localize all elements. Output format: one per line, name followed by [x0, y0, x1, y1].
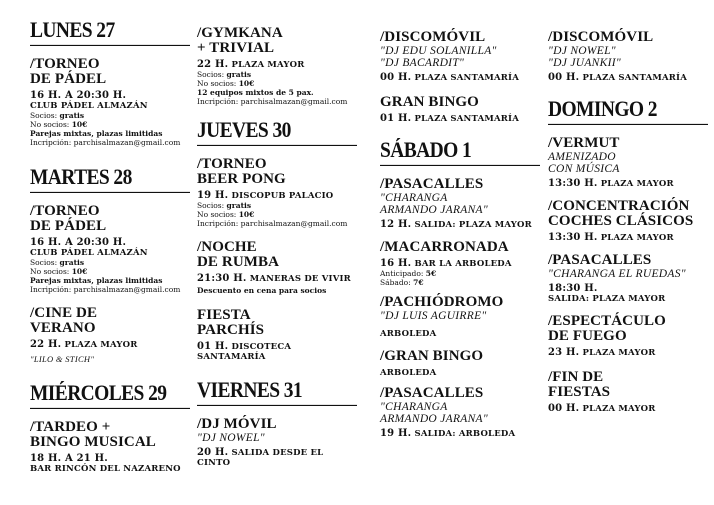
- event-title: /NOCHE DE RUMBA: [197, 239, 280, 270]
- event-title: /TORNEO DE PÁDEL: [30, 56, 107, 87]
- event: [548, 253, 708, 304]
- event: [548, 370, 708, 414]
- event-title: /TORNEO DE PÁDEL: [30, 203, 107, 234]
- event-time-place: 19 H. SALIDA: ARBOLEDA: [380, 428, 516, 439]
- event-time-place: 23 H. PLAZA MAYOR: [548, 347, 656, 358]
- event-subtitle: "DJ NOWEL" "DJ JUANKII": [548, 45, 621, 69]
- event: [197, 308, 357, 362]
- day-heading: JUEVES 30: [197, 119, 357, 146]
- event-time-place: 20 H. SALIDA DESDE EL CINTO: [197, 447, 324, 468]
- event-time-place: 00 H. PLAZA SANTAMARÍA: [548, 72, 688, 83]
- event-time-place: 18 H. A 21 H. BAR RINCÓN DEL NAZARENO: [30, 453, 181, 474]
- event-subtitle: AMENIZADO CON MÚSICA: [548, 151, 620, 175]
- event-title: /MACARRONADA: [380, 239, 509, 255]
- event-time-place: 19 H. DISCOPUB PALACIO: [197, 190, 334, 201]
- event-subtitle: "DJ EDU SOLANILLA" "DJ BACARDIT": [380, 45, 497, 69]
- event-title: /TORNEO BEER PONG: [197, 156, 286, 187]
- column-1: [30, 19, 190, 474]
- day-heading: LUNES 27: [30, 19, 190, 46]
- event: [30, 306, 190, 365]
- day-block: [380, 139, 540, 166]
- event-title: /GYMKANA + TRIVIAL: [197, 25, 283, 56]
- event-time-place: 22 H. PLAZA MAYOR: [30, 339, 138, 350]
- event: [380, 349, 540, 378]
- event: [380, 95, 540, 124]
- day-heading: MIÉRCOLES 29: [30, 382, 190, 409]
- column-3: [380, 22, 540, 439]
- event-title: /DJ MÓVIL: [197, 416, 277, 432]
- event: [30, 420, 190, 474]
- event-details: Socios: gratis No socios: 10€ Parejas mixtas, plazas limitidas Incripción: parchisalmazan@gmail.com: [30, 258, 181, 294]
- event: [548, 199, 708, 243]
- event-time-place: 18:30 H. SALIDA: PLAZA MAYOR: [548, 283, 666, 304]
- event-time-place: 22 H. PLAZA MAYOR: [197, 59, 305, 70]
- day-block: [30, 382, 190, 409]
- day-block: [30, 166, 190, 193]
- event-subtitle: "DJ NOWEL": [197, 432, 265, 444]
- event: [380, 295, 540, 339]
- event-time-place: 16 H. BAR LA ARBOLEDA: [380, 258, 512, 269]
- day-heading: MARTES 28: [30, 166, 190, 193]
- event-subtitle: "DJ LUIS AGUIRRE": [380, 310, 487, 322]
- event-subtitle: "CHARANGA ARMANDO JARANA": [380, 192, 489, 216]
- event-subtitle: "CHARANGA ARMANDO JARANA": [380, 401, 489, 425]
- event-time-place: 21:30 H. MANERAS DE VIVIR: [197, 273, 351, 284]
- event-time-place: 12 H. SALIDA: PLAZA MAYOR: [380, 219, 532, 230]
- day-block: [197, 119, 357, 146]
- event-title: /PACHIÓDROMO: [380, 294, 504, 310]
- column-4: [548, 22, 708, 414]
- day-block: [548, 98, 708, 125]
- event-title: /GRAN BINGO: [380, 348, 484, 364]
- event: [197, 26, 357, 106]
- event: [197, 157, 357, 228]
- day-heading: DOMINGO 2: [548, 98, 708, 125]
- event-title: GRAN BINGO: [380, 94, 479, 110]
- event-details: Socios: gratis No socios: 10€ Incripción: parchisalmazan@gmail.com: [197, 201, 348, 228]
- event: [548, 314, 708, 358]
- event-place: ARBOLEDA: [380, 368, 437, 378]
- event-time-place: 13:30 H. PLAZA MAYOR: [548, 232, 674, 243]
- day-heading: SÁBADO 1: [380, 139, 540, 166]
- event-time-place: 01 H. DISCOTECA SANTAMARÍA: [197, 341, 292, 362]
- column-2: [197, 22, 357, 468]
- event: [30, 204, 190, 294]
- event-subtitle: "LILO & STICH": [30, 354, 95, 364]
- event: [548, 30, 708, 83]
- event: [380, 30, 540, 83]
- event-time-place: 13:30 H. PLAZA MAYOR: [548, 178, 674, 189]
- event-title: /PASACALLES: [380, 176, 484, 192]
- event-title: /CONCENTRACIÓN COCHES CLÁSICOS: [548, 198, 694, 229]
- day-block: [197, 379, 357, 406]
- event-note: Descuento en cena para socios: [197, 286, 327, 295]
- event-title: /PASACALLES: [548, 252, 652, 268]
- event-title: /DISCOMÓVIL: [380, 29, 486, 45]
- event: [380, 177, 540, 230]
- event: [197, 417, 357, 468]
- event-details: Socios: gratis No socios: 10€ 12 equipos mixtos de 5 pax. Incripción: parchisalmazan@gmail.com: [197, 70, 348, 106]
- event-title: /TARDEO + BINGO MUSICAL: [30, 419, 156, 450]
- event-place: ARBOLEDA: [380, 329, 437, 339]
- event-title: /ESPECTÁCULO DE FUEGO: [548, 313, 666, 344]
- event-title: /DISCOMÓVIL: [548, 29, 654, 45]
- event-subtitle: "CHARANGA EL RUEDAS": [548, 268, 686, 280]
- event: [30, 57, 190, 147]
- event-title: /FIN DE FIESTAS: [548, 369, 611, 400]
- event: [380, 386, 540, 439]
- event-title: FIESTA PARCHÍS: [197, 307, 265, 338]
- event-title: /CINE DE VERANO: [30, 305, 98, 336]
- event-title: /PASACALLES: [380, 385, 484, 401]
- event-time-place: 16 H. A 20:30 H. CLUB PÁDEL ALMAZÁN: [30, 237, 148, 258]
- event-time-place: 16 H. A 20:30 H. CLUB PÁDEL ALMAZÁN: [30, 90, 148, 111]
- event: [197, 240, 357, 295]
- event: [548, 136, 708, 189]
- event-time-place: 01 H. PLAZA SANTAMARÍA: [380, 113, 520, 124]
- event-details: Anticipado: 5€ Sábado: 7€: [380, 269, 437, 287]
- event-time-place: 00 H. PLAZA MAYOR: [548, 403, 656, 414]
- event-time-place: 00 H. PLAZA SANTAMARÍA: [380, 72, 520, 83]
- day-heading: VIERNES 31: [197, 379, 357, 406]
- event: [380, 240, 540, 287]
- event-title: /VERMUT: [548, 135, 620, 151]
- event-details: Socios: gratis No socios: 10€ Parejas mixtas, plazas limitidas Incripción: parchisalmazan@gmail.com: [30, 111, 181, 147]
